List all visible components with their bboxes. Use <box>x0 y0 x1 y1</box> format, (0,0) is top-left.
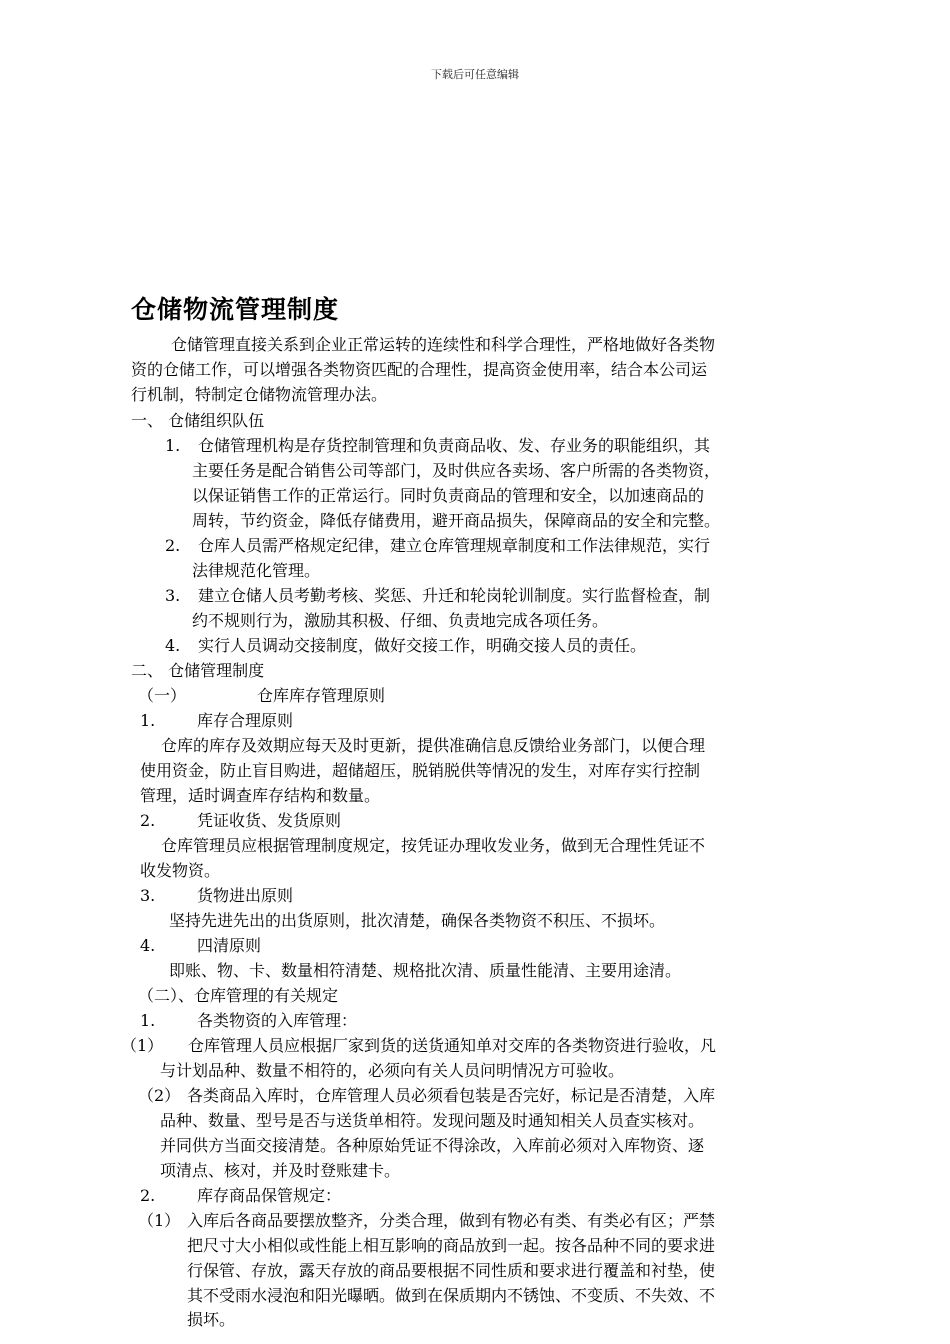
paragraph-line: 使用资金，防止盲目购进，超储超压，脱销脱供等情况的发生，对库存实行控制 <box>140 761 701 780</box>
point-line: 其不受雨水浸泡和阳光曝晒。做到在保质期内不锈蚀、不变质、不失效、不 <box>187 1286 716 1305</box>
list-item-line: 建立仓储人员考勤考核、奖惩、升迁和轮岗轮训制度。实行监督检查，制 <box>198 586 711 605</box>
point-label: （2） <box>138 1086 181 1105</box>
document-title: 仓储物流管理制度 <box>131 295 340 324</box>
paragraph-line: 仓库管理员应根据管理制度规定，按凭证办理收发业务，做到无合理性凭证不 <box>161 836 706 855</box>
point-line: 项清点、核对，并及时登账建卡。 <box>160 1161 401 1180</box>
list-number: 1. <box>140 711 156 730</box>
paragraph-line: 即账、物、卡、数量相符清楚、规格批次清、质量性能清、主要用途清。 <box>169 961 682 980</box>
item-heading: 凭证收货、发货原则 <box>197 811 342 830</box>
intro-line: 资的仓储工作，可以增强各类物资匹配的合理性，提高资金使用率，结合本公司运 <box>131 360 708 379</box>
subsection-heading: （二）、仓库管理的有关规定 <box>138 986 339 1005</box>
point-label: （1） <box>138 1211 181 1230</box>
list-number: 1. <box>165 436 181 455</box>
list-item-line: 法律规范化管理。 <box>192 561 321 580</box>
paragraph-line: 收发物资。 <box>140 861 221 880</box>
point-line: 把尺寸大小相似或性能上相互影响的商品放到一起。按各品种不同的要求进 <box>187 1236 716 1255</box>
point-line: 品种、数量、型号是否与送货单相符。发现问题及时通知相关人员查实核对。 <box>160 1111 705 1130</box>
list-item-line: 约不规则行为，激励其积极、仔细、负责地完成各项任务。 <box>192 611 609 630</box>
paragraph-line: 坚持先进先出的出货原则，批次清楚，确保各类物资不积压、不损坏。 <box>169 911 666 930</box>
list-item-line: 周转，节约资金，降低存储费用，避开商品损失，保障商品的安全和完整。 <box>192 511 721 530</box>
intro-line: 行机制，特制定仓储物流管理办法。 <box>131 385 388 404</box>
item-heading: 库存商品保管规定： <box>197 1186 342 1205</box>
list-item-line: 主要任务是配合销售公司等部门，及时供应各卖场、客户所需的各类物资， <box>192 461 721 480</box>
item-heading: 货物进出原则 <box>197 886 294 905</box>
list-number: 2. <box>165 536 181 555</box>
subsection-label: （一） <box>138 686 187 705</box>
list-item-line: 实行人员调动交接制度，做好交接工作，明确交接人员的责任。 <box>198 636 647 655</box>
list-number: 3. <box>165 586 181 605</box>
item-heading: 库存合理原则 <box>197 711 294 730</box>
point-line: 仓库管理人员应根据厂家到货的送货通知单对交库的各类物资进行验收，凡 <box>188 1036 717 1055</box>
list-item-line: 以保证销售工作的正常运行。同时负责商品的管理和安全，以加速商品的 <box>192 486 705 505</box>
paragraph-line: 仓库的库存及效期应每天及时更新，提供准确信息反馈给业务部门，以便合理 <box>161 736 706 755</box>
list-number: 1. <box>140 1011 156 1030</box>
list-item-line: 仓储管理机构是存货控制管理和负责商品收、发、存业务的职能组织，其 <box>198 436 711 455</box>
list-item-line: 仓库人员需严格规定纪律，建立仓库管理规章制度和工作法律规范，实行 <box>198 536 711 555</box>
point-line: 行保管、存放，露天存放的商品要根据不同性质和要求进行覆盖和衬垫，使 <box>187 1261 716 1280</box>
point-line: 入库后各商品要摆放整齐，分类合理，做到有物必有类、有类必有区；严禁 <box>187 1211 716 1230</box>
paragraph-line: 管理，适时调查库存结构和数量。 <box>140 786 381 805</box>
section-heading: 二、 仓储管理制度 <box>131 661 265 680</box>
list-number: 4. <box>140 936 156 955</box>
item-heading: 各类物资的入库管理： <box>197 1011 358 1030</box>
section-heading: 一、 仓储组织队伍 <box>131 411 265 430</box>
point-line: 与计划品种、数量不相符的，必须向有关人员问明情况方可验收。 <box>160 1061 625 1080</box>
point-line: 损坏。 <box>187 1310 236 1329</box>
list-number: 2. <box>140 811 156 830</box>
list-number: 2. <box>140 1186 156 1205</box>
item-heading: 四清原则 <box>197 936 262 955</box>
list-number: 4. <box>165 636 181 655</box>
point-line: 并同供方当面交接清楚。各种原始凭证不得涂改，入库前必须对入库物资、逐 <box>160 1136 705 1155</box>
point-label: （1） <box>121 1036 164 1055</box>
page-header-note: 下载后可任意编辑 <box>431 68 519 81</box>
list-number: 3. <box>140 886 156 905</box>
subsection-heading: 仓库库存管理原则 <box>257 686 386 705</box>
point-line: 各类商品入库时，仓库管理人员必须看包装是否完好，标记是否清楚，入库 <box>187 1086 716 1105</box>
intro-line: 仓储管理直接关系到企业正常运转的连续性和科学合理性，严格地做好各类物 <box>171 335 716 354</box>
